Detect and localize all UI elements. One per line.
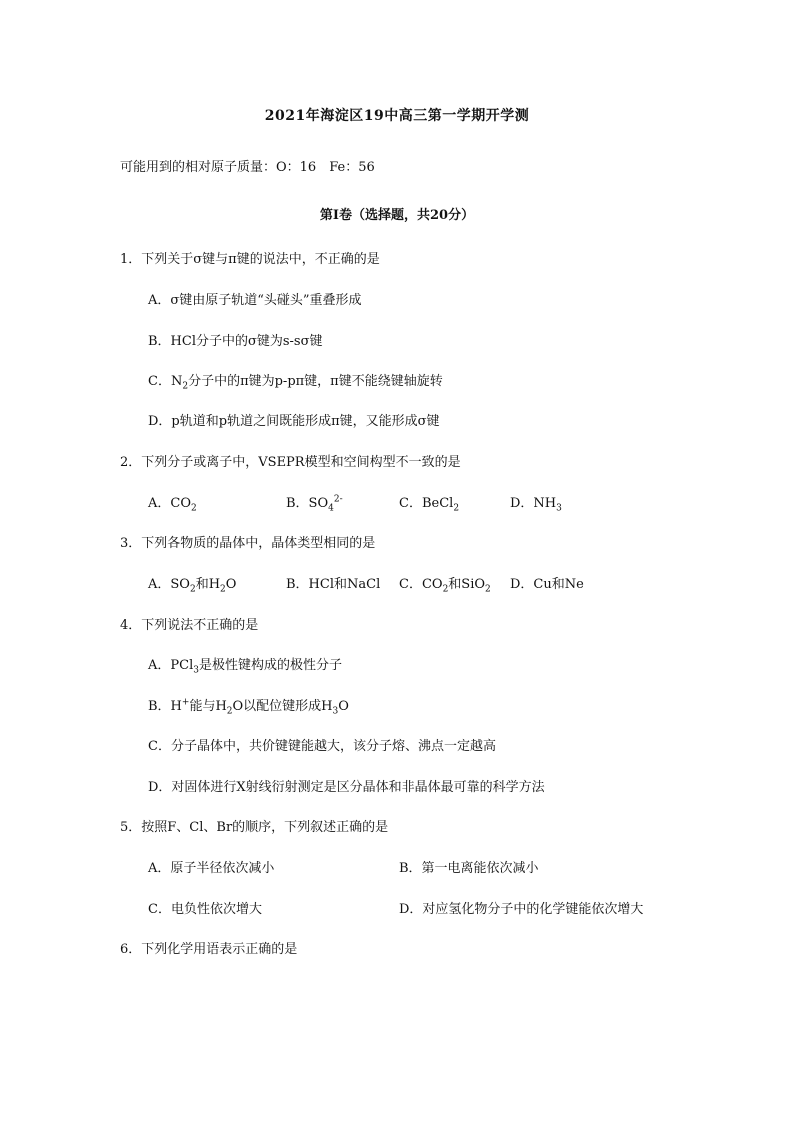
question-4-option-b: B．H+能与$H_2O$以配位键形成$H_3O$ [148,697,349,717]
question-1-option-d: D．p轨道和p轨道之间既能形成π键，又能形成σ键 [148,414,440,429]
question-3-option-a: A．$SO_2$和$H_2O$ [148,577,237,595]
question-6-stem: 6．下列化学用语表示正确的是 [120,942,298,957]
question-1-option-a: A．σ键由原子轨道“头碰头”重叠形成 [148,293,362,308]
question-2-option-d: D．$NH_3$ [510,496,562,514]
question-2-option-c: C．BeCl$_2$ [399,496,460,514]
question-3-option-d: D．Cu和Ne [510,577,584,592]
atomic-masses-note: 可能用到的相对原子质量：O：16 Fe：56 [120,160,375,175]
question-2-option-b: B．$SO_4^{2-}$ [286,494,343,514]
question-3-option-c: C．$CO_2$和SiO$_2$ [399,577,491,595]
question-5-option-c: C．电负性依次增大 [148,902,262,917]
question-2-option-a: A．$CO_2$ [148,496,197,514]
question-5-option-b: B．第一电离能依次减小 [399,861,539,876]
question-1-option-b: B．HCl分子中的σ键为s-sσ键 [148,334,323,349]
question-4-option-c: C．分子晶体中，共价键键能越大，该分子熔、沸点一定越高 [148,739,496,754]
question-3-stem: 3．下列各物质的晶体中，晶体类型相同的是 [120,536,376,551]
question-5-stem: 5．按照F、Cl、Br的顺序，下列叙述正确的是 [120,820,389,835]
question-5-option-a: A．原子半径依次减小 [148,861,275,876]
page-title: 2021年海淀区19中高三第一学期开学测 [264,108,530,124]
question-2-stem: 2．下列分子或离子中，VSEPR模型和空间构型不一致的是 [120,455,461,470]
question-3-option-b: B．HCl和NaCl [286,577,381,592]
question-1-option-c: C．$N_2$分子中的π键为p-pπ键，π键不能绕键轴旋转 [148,374,443,392]
question-5-option-d: D．对应氢化物分子中的化学键能依次增大 [399,902,644,917]
question-4-stem: 4．下列说法不正确的是 [120,618,259,633]
question-4-option-a: A．PCl$_3$是极性键构成的极性分子 [148,658,342,676]
section-heading: 第Ⅰ卷（选择题，共20分） [319,208,475,223]
question-1-stem: 1．下列关于σ键与π键的说法中，不正确的是 [120,252,380,267]
question-4-option-d: D．对固体进行X射线衍射测定是区分晶体和非晶体最可靠的科学方法 [148,780,545,795]
